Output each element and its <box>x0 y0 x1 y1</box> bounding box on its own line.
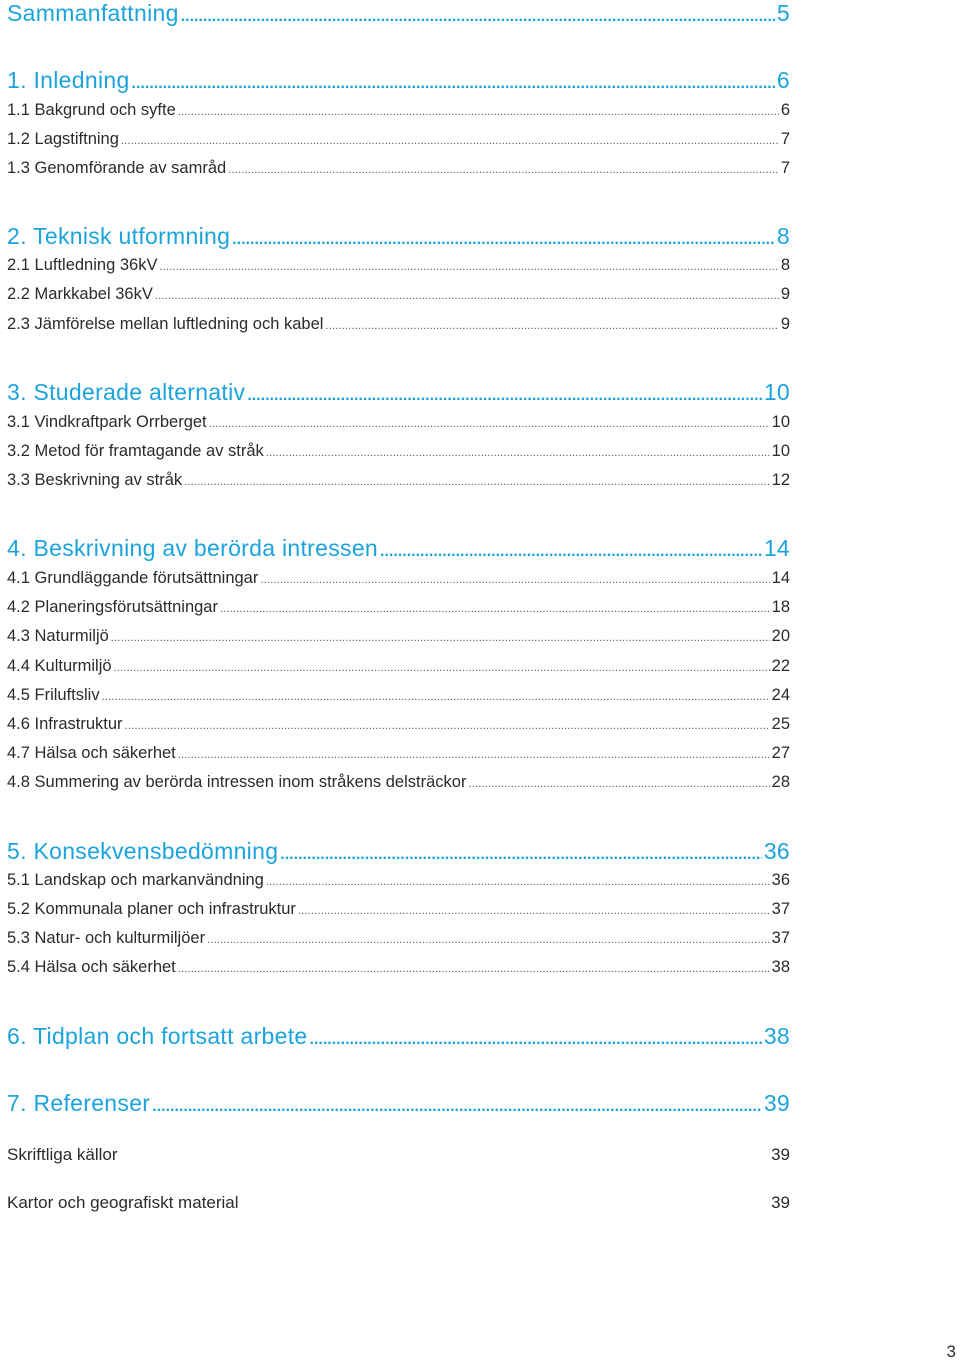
toc-page-number: 9 <box>780 315 790 333</box>
toc-entry-label: 1.3 Genomförande av samråd <box>7 159 227 177</box>
toc-page-number: 10 <box>771 413 790 431</box>
dot-leader <box>468 778 769 790</box>
toc-heading-label: 6. Tidplan och fortsatt arbete <box>7 1023 308 1049</box>
dot-leader <box>209 418 770 430</box>
toc-entry-label: 4.3 Naturmiljö <box>7 627 109 645</box>
dot-leader <box>280 846 762 864</box>
toc-entry-label: 1.2 Lagstiftning <box>7 130 119 148</box>
toc-page-number: 7 <box>780 130 790 148</box>
toc-entry-label: 2.3 Jämförelse mellan luftledning och kabel <box>7 315 324 333</box>
dot-leader <box>152 1098 762 1116</box>
toc-entry[interactable] <box>7 413 790 432</box>
dot-leader <box>184 476 769 488</box>
toc-heading-label: 4. Beskrivning av berörda intressen <box>7 535 379 561</box>
toc-heading-label: 5. Konsekvensbedömning <box>7 838 279 864</box>
toc-page-number: 39 <box>771 1193 790 1212</box>
toc-entry-label: 4.6 Infrastruktur <box>7 715 123 733</box>
dot-leader <box>247 387 761 405</box>
toc-entry-label: 4.7 Hälsa och säkerhet <box>7 744 176 762</box>
dot-leader <box>125 720 770 732</box>
toc-entry[interactable] <box>7 929 790 948</box>
toc-page-number: 20 <box>771 627 790 645</box>
dot-leader <box>220 603 770 615</box>
toc-page-number: 39 <box>771 1145 790 1164</box>
dot-leader <box>298 905 770 917</box>
toc-entry-label: 3.1 Vindkraftpark Orrberget <box>7 413 207 431</box>
toc-entry-label: 4.4 Kulturmiljö <box>7 657 112 675</box>
toc-entry[interactable] <box>7 744 790 763</box>
dot-leader <box>325 320 778 332</box>
dot-leader <box>132 75 775 93</box>
toc-entry-label: 4.5 Friluftsliv <box>7 686 100 704</box>
toc-page-number: 10 <box>771 442 790 460</box>
toc-entry-label: 4.8 Summering av berörda intressen inom stråkens delsträckor <box>7 773 467 791</box>
toc-heading-konsekvensbedomning[interactable] <box>7 838 790 865</box>
toc-entry[interactable] <box>7 159 790 178</box>
dot-leader <box>159 261 778 273</box>
toc-page-number: 27 <box>771 744 790 762</box>
dot-leader <box>207 934 770 946</box>
toc-entry[interactable] <box>7 715 790 734</box>
toc-page-number: 36 <box>763 838 790 864</box>
toc-entry-label: 3.2 Metod för framtagande av stråk <box>7 442 264 460</box>
dot-leader <box>232 231 775 249</box>
dot-leader <box>155 290 779 302</box>
dot-leader <box>310 1031 762 1049</box>
dot-leader <box>266 876 770 888</box>
toc-page-number: 6 <box>776 67 790 93</box>
toc-entry[interactable] <box>7 130 790 149</box>
dot-leader <box>380 543 762 561</box>
toc-entry[interactable] <box>7 900 790 919</box>
toc-entry[interactable] <box>7 773 790 792</box>
toc-heading-label: 1. Inledning <box>7 67 130 93</box>
toc-entry-label: 5.4 Hälsa och säkerhet <box>7 958 176 976</box>
toc-entry-label: 1.1 Bakgrund och syfte <box>7 101 176 119</box>
toc-page-number: 39 <box>763 1090 790 1116</box>
dot-leader <box>181 8 775 26</box>
toc-entry-label: Kartor och geografiskt material <box>7 1193 239 1212</box>
toc-page-number: 22 <box>771 657 790 675</box>
toc-entry[interactable] <box>7 471 790 490</box>
dot-leader <box>178 749 770 761</box>
toc-entry-label: Skriftliga källor <box>7 1145 118 1164</box>
dot-leader <box>260 574 769 586</box>
toc-page-number: 38 <box>763 1023 790 1049</box>
toc-entry[interactable] <box>7 256 790 275</box>
toc-entry[interactable] <box>7 657 790 676</box>
toc-heading-inledning[interactable] <box>7 67 790 94</box>
toc-page-number: 37 <box>771 929 790 947</box>
toc-entry[interactable] <box>7 101 790 120</box>
toc-heading-label: Sammanfattning <box>7 0 179 26</box>
toc-page-number: 38 <box>771 958 790 976</box>
toc-heading-tidplan[interactable] <box>7 1023 790 1050</box>
toc-entry[interactable] <box>7 598 790 617</box>
dot-leader <box>266 447 770 459</box>
toc-heading-label: 7. Referenser <box>7 1090 151 1116</box>
toc-entry-label: 5.3 Natur- och kulturmiljöer <box>7 929 206 947</box>
dot-leader <box>102 691 770 703</box>
toc-heading-berorda-intressen[interactable] <box>7 535 790 562</box>
toc-page-number: 10 <box>763 379 790 405</box>
toc-reference-entry[interactable] <box>7 1145 790 1165</box>
toc-entry[interactable] <box>7 442 790 461</box>
dot-leader <box>121 135 779 147</box>
toc-heading-sammanfattning[interactable] <box>7 0 790 27</box>
toc-entry-label: 3.3 Beskrivning av stråk <box>7 471 183 489</box>
toc-entry[interactable] <box>7 627 790 646</box>
toc-page-number: 37 <box>771 900 790 918</box>
toc-entry-label: 5.2 Kommunala planer och infrastruktur <box>7 900 296 918</box>
toc-entry[interactable] <box>7 871 790 890</box>
toc-page-number: 25 <box>771 715 790 733</box>
toc-entry[interactable] <box>7 569 790 588</box>
dot-leader <box>178 963 770 975</box>
toc-entry-label: 4.2 Planeringsförutsättningar <box>7 598 218 616</box>
toc-page-number: 6 <box>780 101 790 119</box>
toc-page-number: 14 <box>763 535 790 561</box>
dot-leader <box>228 164 779 176</box>
toc-reference-entry[interactable] <box>7 1193 790 1213</box>
dot-leader <box>178 106 779 118</box>
toc-page-number: 14 <box>771 569 790 587</box>
toc-entry[interactable] <box>7 686 790 705</box>
toc-entry-label: 4.1 Grundläggande förutsättningar <box>7 569 259 587</box>
toc-page-number: 18 <box>771 598 790 616</box>
toc-page-number: 12 <box>771 471 790 489</box>
toc-heading-teknisk-utformning[interactable] <box>7 223 790 250</box>
toc-page-number: 24 <box>771 686 790 704</box>
page-number: 3 <box>946 1342 956 1361</box>
toc-page-number: 36 <box>771 871 790 889</box>
toc-entry[interactable] <box>7 285 790 304</box>
toc-page-number: 28 <box>771 773 790 791</box>
toc-entry-label: 2.1 Luftledning 36kV <box>7 256 158 274</box>
dot-leader <box>111 632 770 644</box>
toc-heading-referenser[interactable] <box>7 1090 790 1117</box>
toc-page-number: 9 <box>780 285 790 303</box>
toc-entry-label: 2.2 Markkabel 36kV <box>7 285 153 303</box>
toc-entry[interactable] <box>7 958 790 977</box>
toc-heading-label: 2. Teknisk utformning <box>7 223 231 249</box>
toc-page-number: 7 <box>780 159 790 177</box>
toc-page-number: 8 <box>780 256 790 274</box>
toc-entry-label: 5.1 Landskap och markanvändning <box>7 871 264 889</box>
toc-page-number: 5 <box>776 0 790 26</box>
toc-entry[interactable] <box>7 315 790 334</box>
dot-leader <box>114 662 770 674</box>
toc-heading-studerade-alternativ[interactable] <box>7 379 790 406</box>
toc-page-number: 8 <box>776 223 790 249</box>
toc-heading-label: 3. Studerade alternativ <box>7 379 246 405</box>
